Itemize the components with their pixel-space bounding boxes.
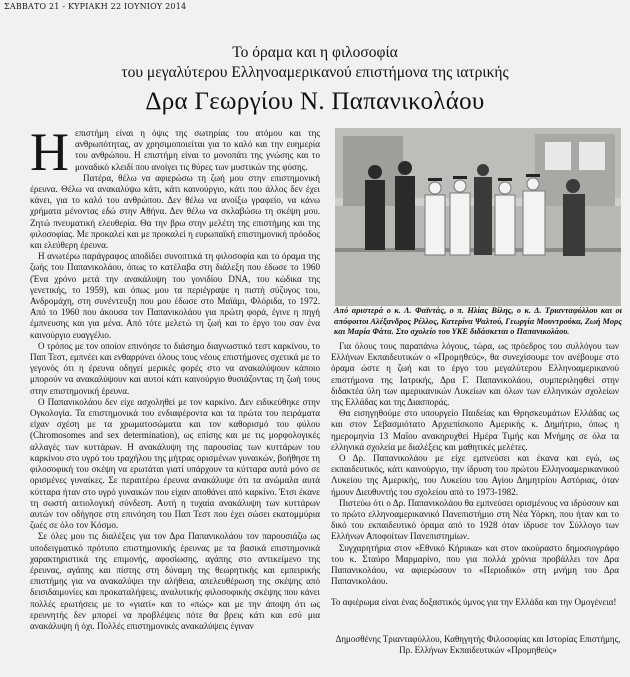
article-paragraph: Ο Παπανικολάου δεν είχε ασχοληθεί με τον καρκίνο. Δεν ειδικεύθηκε στην Ογκολογία. Τα επιστημονικά του ενδιαφέροντα και τα πρώτα του πειράματα είχαν σχέση με τα χρωματοσώματα και τον καθορισμό του φύλου (Chromosomes and sex determination), ως επίσης και με τις μορφολογικές αλλαγές των κυττάρων. Η ανακάλυψη της παρουσίας των κυττάρων του καρκίνου στο υγρό του τραχήλου της μήτρας ορισμένων γυναικών, βοήθησε τη φιλοσοφική του σκέψη να ερωτάται γιατί υπάρχουν τα κύτταρα αυτά μόνο σε ορισμένες γυναίκες. Σε περαιτέρω έρευνα ανακάλυψε ότι τα ανώμαλα αυτά κύτταρα ήταν στο υγρό γυναικών που είχαν αποθάνει από καρκίνο. Έτσι έκανε τη σωστή αιτιολογική σύνδεση. Αυτή η τυχαία ανακάλυψη των κυττάρων αυτών τον οδήγησε στη επινόηση του Παπ Τεστ που έχει σώσει εκατομμύρια ζωές σε όλο τον Κόσμο. — [30, 396, 320, 531]
article-paragraph: Πιστεύω ότι ο Δρ. Παπανικολάου θα εμπνεύσει ορισμένους να ιδρύσουν και το πρώτο ελληνοαμερικανικό Πανεπιστήμιο στη Νέα Υόρκη, που ήταν και το δικό του εκπαιδευτικό όραμα από το 1928 όταν ίδρυσε τον Σύλλογο των Ελλήνων Αποφοίτων Πανεπιστημίων. — [331, 497, 619, 542]
article-paragraph: Ο τρόπος με τον οποίον επινόησε το διάσημο διαγνωστικό τεστ καρκίνου, το Παπ Τεστ, εμπνέει και ενθαρρύνει όλους τους νέους επιστήμονες σχετικά με το γεγονός ότι η έρευνα οδηγεί μερικές φορές στο να ανακαλύψουν κάποιο μπορούν να ανακαλύψουν και αυτοί κάτι καινούργιο θυσιάζοντας τη ζωή τους στην επιστημονική έρευνα. — [30, 340, 320, 396]
photo-caption: Από αριστερά ο κ. Λ. Φαϊντάς, ο π. Ηλίας Βίλης, ο κ. Δ. Τριανταφύλλου και οι απόφοιτοι Αλέξανδρος Ρέλλος, Κατερίνα Ψαλτού, Γεωργία Μουντρούκα, Ζωή Μορς και Μαρία Φάτα. Στο σχολείο του ΥΚΕ διδάσκεται ο Παπανικολάου. — [334, 306, 623, 336]
article-paragraph: Σε όλες μου τις διαλέξεις για τον Δρα Παπανικολάου τον παρουσιάζω ως υποδειγματικό πρότυπο επιστημονικής έρευνας με τα βασικά επιστημονικά χαρακτηριστικά της επιμονής, αφοσίωσης, αγάπης στο αντικείμενο της έρευνας, αγάπης και πίστης στη δύναμη της θεωρητικής και εμπειρικής επιστήμης για να ανακαλύψει την αλήθεια, απελευθέρωση της σκέψης από δεισιδαιμονίες και προκαταλήψεις, αναλυτικής φιλοσοφικής σκέψης που κάνει πολλές ερωτήσεις με το «γιατί» και το «πώς» και με την άποψη ότι ως ερευνητής δεν μπορεί να προβλέψεις πότε θα βρεις κάτι και εσύ μια ανακάλυψη ή όχι. Πολλές επιστημονικές ανακαλύψεις έγιναν — [30, 531, 320, 631]
article-paragraph — [30, 128, 320, 182]
article-paragraph: Θα εισηγηθούμε στο υπουργείο Παιδείας και Θρησκευμάτων Ελλάδας ως και στον Σεβασμιότατο Αρχιεπίσκοπο Αμερικής κ. Δημήτριο, όπως η ημερομηνία 13 Μαΐου ανακηρυχθεί Ημέρα Τιμής και Μνήμης σε όλα τα ελληνικά σχολεία με διαλέξεις και μαθητικές μελέτες. — [331, 408, 619, 452]
headline-line-2: του μεγαλύτερου Ελληνοαμερικανού επιστήμονα της ιατρικής — [121, 64, 509, 81]
article-paragraph: Ο Δρ. Παπανικολάου με είχε εμπνεύσει και έκανα και εγώ, ως εκπαιδευτικός, κάτι καινούργιο, την ίδρυση του πρώτου Ελληνοαμερικανικού Λυκείου της Αμερικής, του Λυκείου του Αγίου Δημητρίου Αστόριας, όταν ήμουν Διευθυντής του σχολείου από το 1973-1982. — [331, 453, 619, 497]
headline-line-1: Το όραμα και η φιλοσοφία — [232, 44, 398, 61]
article-left-column — [30, 128, 320, 668]
signature-name: Δημοσθένης Τριανταφύλλου, Καθηγητής Φιλοσοφίας και Ιστορίας Επιστήμης, — [335, 634, 621, 644]
article-paragraph: Για όλους τους παραπάνω λόγους, τώρα, ως πρόεδρος του συλλόγου των Ελλήνων Εκπαιδευτικών ο «Προμηθεύς», θα συνεχίσουμε τον ανέβουμε στο όραμα ώστε η ζωή και το έργο του μεγαλύτερου Ελληνοαμερικανού επιστήμονα της Ιατρικής, Δρα Γ. Παπανικολάου, συμπεριληφθεί στην διδακτέα ύλη των αμερικανικών Λυκείων και όλων των ελληνικών σχολείων της Ελλάδας και της Διασποράς. — [331, 341, 619, 408]
drop-cap: Η — [30, 128, 69, 182]
signature-title: Πρ. Ελλήνων Εκπαιδευτικών «Προμηθεύς» — [399, 645, 557, 655]
group-photo — [335, 128, 621, 306]
article-paragraph: Συγχαρητήρια στον «Εθνικό Κήρυκα» και στον ακούραστο δημοσιογράφο του κ. Σταύρο Μαρμαρίνο, που για πολλά χρόνια προβάλλει τον Δρα Παπανικολάου, να αφιερώσουν το «Περιοδικό» στη μνήμη του Δρα Παπανικολάου. — [331, 542, 619, 587]
article-paragraph: Η ανωτέρω παράγραφος αποδίδει συνοπτικά τη φιλοσοφία και το όραμα της ζωής του Παπανικολάου, όπως το κατέλαβα στη διάλεξη που έδωσε το 1960 (Ένα χρόνο μετά την ανακάλυψη του γονιδίου DNA, του κώδικα της γενετικής, το 1959), και όπως μου τα περιέγραψε η πιστή σύζυγος του, Ανδρομάχη, στη συνέντευξη που μου έδωσε στο Μαϊάμι, Φλόριδα, το 1972. Από το 1960 που άκουσα τον Παπανικολάου για πρώτη φορά, έγινε η πηγή έμπνευσης και για μένα. Από τότε μελετώ τη ζωή και το έργο του σαν ένα καινούργιο ευαγγέλιο. — [30, 251, 320, 340]
closing-paragraph: Το αφιέρωμα είναι ένας δοξαστικός ύμνος για την Ελλάδα και την Ομογένεια! — [331, 597, 617, 608]
paragraph-text: επιστήμη είναι η όψις της σωτηρίας του ατόμου και της ανθρωπότητας, αν χρησιμοποιείται για το καλό και την ευημερία του ανθρώπου. Η επιστήμη είναι το μονοπάτι της γνώσης και το μοναδικό κλειδί που ανοίγει τις θύρες των μυστικών της φύσης. — [75, 128, 320, 172]
author-signature — [335, 634, 621, 674]
headline-main: Δρα Γεωργίου Ν. Παπανικολάου — [145, 88, 485, 115]
group-photo-icon — [335, 128, 621, 306]
article-right-column — [331, 341, 619, 676]
page-header — [4, 2, 626, 14]
date-line: ΣΑΒΒΑΤΟ 21 - ΚΥΡΙΑΚΗ 22 ΙΟΥΝΙΟΥ 2014 — [4, 2, 187, 11]
article-paragraph: Πατέρα, θέλω να αφιερώσω τη ζωή μου στην επιστημονική έρευνα. Θέλω να ανακαλύψω κάτι, κάτι καινούργιο, κάτι που άλλος δεν έχει κάνει, για το καλό του ανθρώπου. Δεν θέλω να ανοίξω γραφείο, να κάνω χρήματα μένοντας εδώ στην Αθήνα. Δεν θέλω να σκλαβώσω τη σκέψη μου. Ζητώ πνευματική ελευθερία. Θα την βρω στην μελέτη της επιστήμης και της φιλοσοφίας. Με προκαλεί και με προκαλεί η ευρωπαϊκή επιστημονική πρόοδος και ελεύθερη έρευνα. — [30, 172, 320, 251]
